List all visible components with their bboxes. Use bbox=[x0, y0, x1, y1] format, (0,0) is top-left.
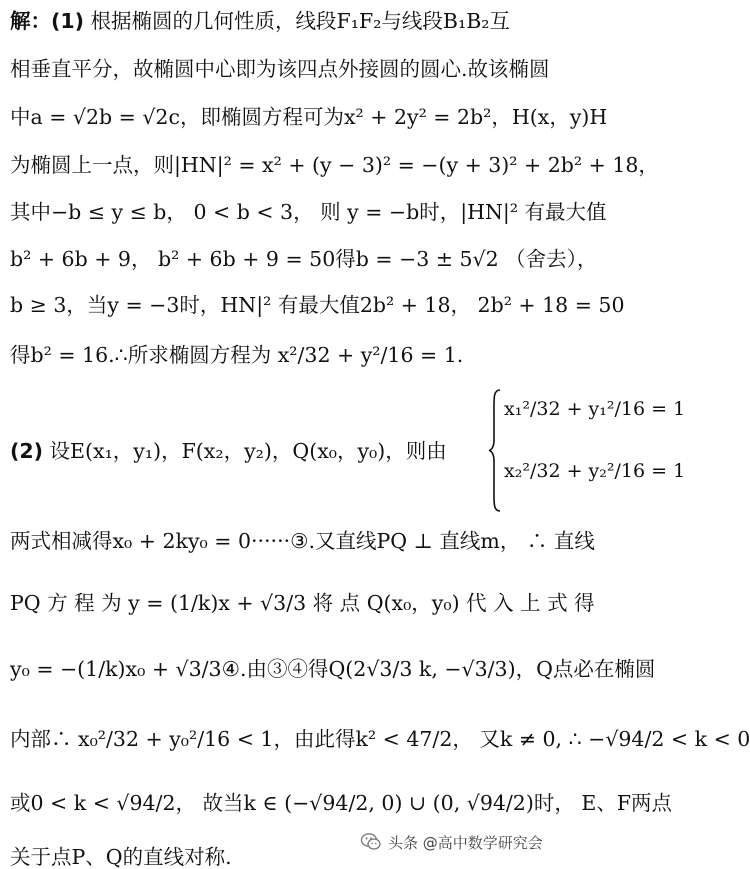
line15-text: 关于点P、Q的直线对称. bbox=[10, 845, 232, 869]
solution-line-7 bbox=[10, 294, 628, 316]
solution-line-8 bbox=[10, 344, 628, 366]
left-brace-icon bbox=[488, 388, 502, 513]
solution-line-13 bbox=[10, 727, 750, 752]
line2-text: 相垂直平分，故椭圆中心即为该四点外接圆的圆心.故该椭圆 bbox=[10, 57, 550, 82]
solution-line-6 bbox=[10, 248, 628, 270]
line9-text: 设E(x₁，y₁)，F(x₂，y₂)，Q(x₀，y₀)，则由 bbox=[49, 439, 447, 464]
system-equation-2: x₂²/32 + y₂²/16 = 1 bbox=[504, 460, 686, 482]
line5-text: 其中−b ≤ y ≤ b， 0 < b < 3， 则 y = −b时，|HN|² 有最大值 bbox=[10, 200, 607, 225]
line1-text: 根据椭圆的几何性质，线段F₁F₂与线段B₁B₂互 bbox=[90, 9, 510, 34]
wechat-icon bbox=[360, 831, 382, 853]
solution-line-3 bbox=[10, 106, 628, 128]
line3-text: 中a = √2b = √2c，即椭圆方程可为x² + 2y² = 2b²，H(x，y)H bbox=[10, 105, 608, 130]
part2-label: (2) bbox=[10, 439, 44, 464]
solution-line-1 bbox=[10, 10, 628, 32]
solution-line-11 bbox=[10, 592, 628, 614]
system-equation-1: x₁²/32 + y₁²/16 = 1 bbox=[504, 398, 686, 420]
solution-line-10 bbox=[10, 530, 628, 552]
solution-line-5 bbox=[10, 201, 628, 223]
line12-text: y₀ = −(1/k)x₀ + √3/3④.由③④得Q(2√3/3 k, −√3/3)，Q点必在椭圆 bbox=[10, 657, 656, 682]
solution-line-14 bbox=[10, 791, 673, 816]
watermark bbox=[356, 829, 547, 855]
line13-text: 内部∴ x₀²/32 + y₀²/16 < 1，由此得k² < 47/2， 又k ≠ 0, ∴ −√94/2 < k < 0 bbox=[10, 727, 750, 752]
line6-text: b² + 6b + 9， b² + 6b + 9 = 50得b = −3 ± 5√2 （舍去）， bbox=[10, 247, 598, 272]
solution-line-12 bbox=[10, 657, 656, 682]
equation-system bbox=[488, 388, 686, 513]
solution-line-2 bbox=[10, 58, 628, 80]
line10-text: 两式相减得x₀ + 2ky₀ = 0······③.又直线PQ ⊥ 直线m， ∴ 直线 bbox=[10, 529, 595, 554]
line14-text: 或0 < k < √94/2， 故当k ∈ (−√94/2, 0) ∪ (0, √94/2)时， E、F两点 bbox=[10, 791, 673, 816]
line4-text: 为椭圆上一点，则|HN|² = x² + (y − 3)² = −(y + 3)² + 2b² + 18， bbox=[10, 153, 659, 178]
solution-line-4 bbox=[10, 153, 659, 178]
line8-text: 得b² = 16.∴所求椭圆方程为 x²/32 + y²/16 = 1. bbox=[10, 343, 464, 368]
line11-text: PQ 方 程 为 y = (1/k)x + √3/3 将 点 Q(x₀，y₀) 代 入 上 式 得 bbox=[10, 591, 595, 616]
line7-text: b ≥ 3，当y = −3时，HN|² 有最大值2b² + 18， 2b² + 18 = 50 bbox=[10, 293, 625, 318]
part1-label: 解：(1) bbox=[10, 9, 85, 34]
watermark-text: 头条 @高中数学研究会 bbox=[388, 833, 543, 852]
